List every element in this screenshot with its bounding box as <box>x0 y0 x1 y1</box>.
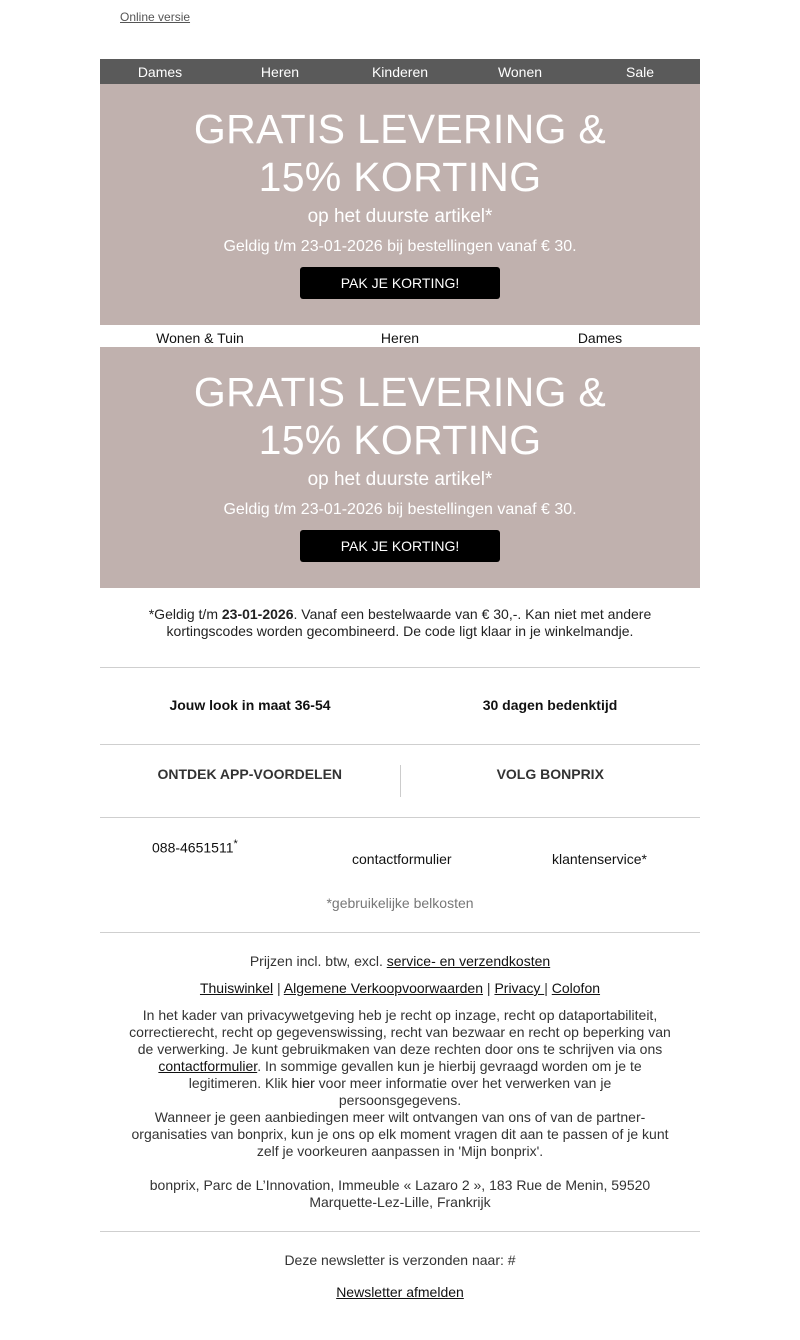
hero-validity: Geldig t/m 23-01-2026 bij bestellingen vanaf € 30. <box>223 501 577 518</box>
hero-subtitle: op het duurste artikel* <box>307 206 493 227</box>
usp-row <box>100 697 700 713</box>
company-address: bonprix, Parc de L’Innovation, Immeuble « Lazaro 2 », 183 Rue de Menin, 59520 Marquette-Lez-Lille, Frankrijk <box>149 1177 651 1210</box>
call-costs-note: *gebruikelijke belkosten <box>326 895 474 911</box>
shipping-costs-link[interactable]: service- en verzendkosten <box>386 953 551 969</box>
terms-link[interactable]: Algemene Verkoopvoorwaarden <box>283 980 484 996</box>
colofon-link[interactable]: Colofon <box>551 980 601 996</box>
divider <box>100 1231 700 1232</box>
hero-validity: Geldig t/m 23-01-2026 bij bestellingen vanaf € 30. <box>223 238 577 255</box>
privacy-contact-form-link[interactable]: contactformulier <box>158 1058 258 1074</box>
contact-form-link[interactable]: contactformulier <box>352 851 452 867</box>
app-benefits-link[interactable]: ONTDEK APP-VOORDELEN <box>157 766 343 782</box>
nav-item-wonen[interactable]: Wonen <box>497 64 543 80</box>
subnav-item-dames[interactable]: Dames <box>577 330 623 346</box>
footer-links: Thuiswinkel | Algemene Verkoopvoorwaarden | Privacy | Colofon <box>199 980 601 996</box>
hero-banner[interactable] <box>100 84 700 325</box>
unsubscribe-row <box>100 1284 700 1300</box>
privacy-link[interactable]: Privacy <box>494 980 545 996</box>
claim-discount-button[interactable]: PAK JE KORTING! <box>300 267 500 299</box>
privacy-text: In het kader van privacywetgeving heb je recht op inzage, recht op dataportabiliteit, correctierecht, recht op gegevenswissing, recht van bezwaar en recht op beperking van de verwerking. Je kunt gebruikmaken van deze rechten door ons te schrijven via ons contactformulier. In sommige gevallen kun je hierbij gevraagd worden om je te legitimeren. Klik hier voor meer informatie over het verwerken van je persoonsgegevens. <box>129 1007 671 1108</box>
sent-to-note: Deze newsletter is verzonden naar: # <box>284 1252 516 1268</box>
subnav-item-wonen-tuin[interactable]: Wonen & Tuin <box>156 330 244 346</box>
prices-note: Prijzen incl. btw, excl. service- en verzendkosten <box>249 953 551 969</box>
unsubscribe-link[interactable]: Newsletter afmelden <box>336 1284 464 1300</box>
thuiswinkel-link[interactable]: Thuiswinkel <box>199 980 274 996</box>
hero-headline: GRATIS LEVERING & 15% KORTING <box>193 369 607 463</box>
follow-bonprix-link[interactable]: VOLG BONPRIX <box>496 766 604 782</box>
hero-subtitle: op het duurste artikel* <box>307 469 493 490</box>
divider <box>100 932 700 933</box>
discount-disclaimer: *Geldig t/m 23-01-2026. Vanaf een bestelwaarde van € 30,-. Kan niet met andere kortingscodes worden gecombineerd. De code ligt klaar in je winkelmandje. <box>148 606 652 639</box>
hero-banner-2[interactable] <box>100 347 700 588</box>
privacy-here-link[interactable]: hier <box>291 1075 315 1091</box>
usp-return-period: 30 dagen bedenktijd <box>482 697 618 713</box>
divider <box>100 667 700 668</box>
nav-item-sale[interactable]: Sale <box>625 64 655 80</box>
nav-item-heren[interactable]: Heren <box>260 64 300 80</box>
top-nav <box>100 59 700 84</box>
usp-sizes: Jouw look in maat 36-54 <box>169 697 331 713</box>
nav-item-kinderen[interactable]: Kinderen <box>371 64 429 80</box>
opt-out-text: Wanneer je geen aanbiedingen meer wilt ontvangen van ons of van de partner-organisaties van bonprix, kun je ons op elk moment vragen dit aan te passen of je kunt zelf je voorkeuren aanpassen in 'Mijn bonprix'. <box>131 1109 669 1159</box>
subnav-item-heren[interactable]: Heren <box>380 330 420 346</box>
phone-number[interactable]: 088-4651511* <box>152 838 238 856</box>
claim-discount-button[interactable]: PAK JE KORTING! <box>300 530 500 562</box>
customer-service-link[interactable]: klantenservice* <box>552 851 647 867</box>
divider <box>100 817 700 818</box>
divider <box>100 744 700 745</box>
hero-headline: GRATIS LEVERING & 15% KORTING <box>193 106 607 200</box>
app-social-row <box>100 765 700 797</box>
nav-item-dames[interactable]: Dames <box>137 64 183 80</box>
online-version-link[interactable]: Online versie <box>120 10 191 24</box>
category-nav <box>100 325 700 347</box>
